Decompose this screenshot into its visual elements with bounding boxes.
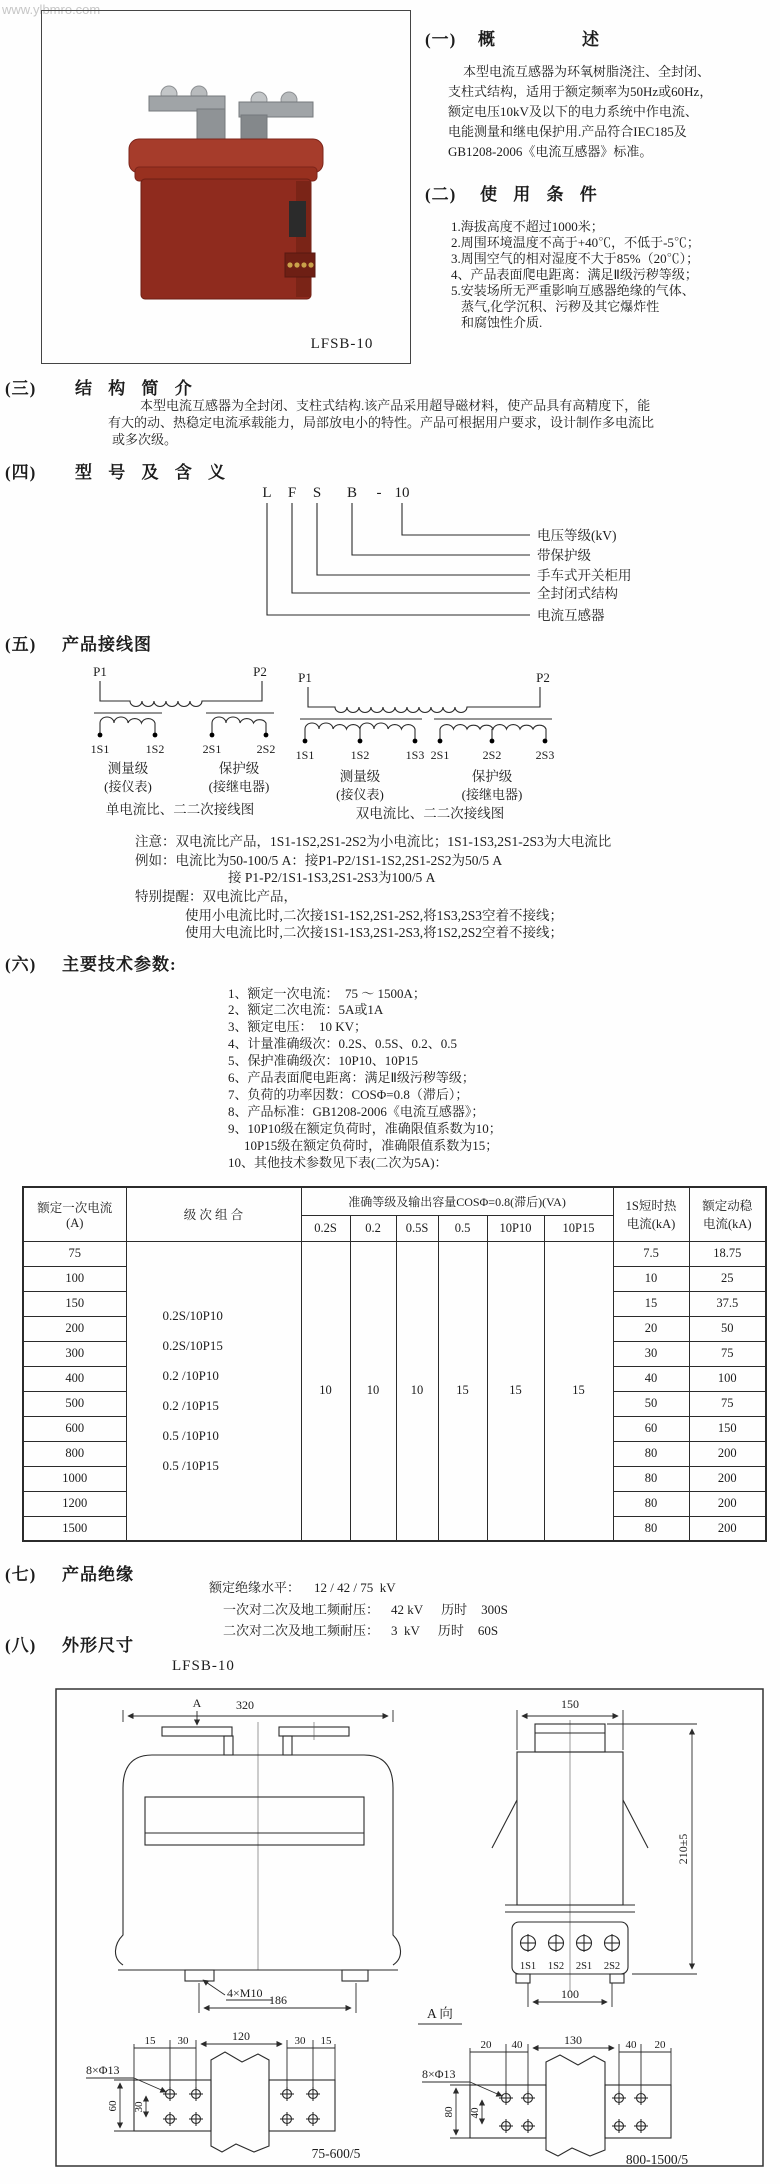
photo-caption: LFSB-10 <box>310 336 374 352</box>
secondary-winding <box>212 717 266 734</box>
secondary-winding-tapped <box>440 725 546 740</box>
spec-item: 1、额定一次电流： 75 ～ 1500A； <box>228 986 426 1001</box>
col-header-accuracy-va: 准确等级及输出容量COSΦ=0.8(滞后)(VA) <box>301 1187 613 1215</box>
plate-caption: 800-1500/5 <box>625 2152 689 2167</box>
cell-dynamic: 75 <box>689 1391 766 1416</box>
dual-ratio-diagram <box>296 670 555 821</box>
terminal-bracket <box>197 109 225 143</box>
secondary-terminal-label: 1S2 <box>547 1961 565 1972</box>
terminal-dot <box>490 739 495 744</box>
cell-thermal: 50 <box>613 1391 689 1416</box>
dim-label: 30 <box>294 2035 306 2047</box>
cell-class-combos: 0.2S/10P10 0.2S/10P15 0.2 /10P10 0.2 /10P15 0.5 /10P10 0.5 /10P15 <box>126 1241 301 1541</box>
diagram-caption: 单电流比、二二次接线图 <box>105 802 255 817</box>
cell-dynamic: 100 <box>689 1366 766 1391</box>
cell-dynamic: 75 <box>689 1341 766 1366</box>
model-letter: S <box>312 485 322 501</box>
secondary-terminal-label: 2S2 <box>482 748 502 762</box>
model-letter: B <box>346 485 358 501</box>
single-ratio-diagram <box>91 664 276 817</box>
structure-line: 有大的动、热稳定电流承载能力，局部放电小的特性。产品可根据用户要求，设计制作多电流比 <box>108 415 655 430</box>
sub-header: 0.5S <box>396 1215 438 1241</box>
winding-use-label: (接继电器) <box>208 779 270 794</box>
secondary-terminal-label: 2S1 <box>575 1961 593 1972</box>
cell-current: 100 <box>23 1266 126 1291</box>
winding-class-label: 测量级 <box>107 761 149 776</box>
spec-item: 4、计量准确级次：0.2S、0.5S、0.2、0.5 <box>228 1036 457 1051</box>
model-heading-num: (四) <box>5 463 37 482</box>
secondary-terminal-label: 1S2 <box>350 748 370 762</box>
primary-terminal-label: P2 <box>536 670 550 685</box>
structure-heading: 结 构 简 介 <box>75 379 198 398</box>
leader-line <box>470 2082 502 2096</box>
drawing-border <box>56 1689 763 2166</box>
plate-holes <box>499 2091 648 2133</box>
condition-item: 蒸气,化学沉积、污秽及其它爆炸性 <box>461 299 660 314</box>
model-letter: L <box>262 485 272 501</box>
dim-label: 80 <box>443 2106 455 2118</box>
terminal-dot <box>358 739 363 744</box>
secondary-terminal-label: 2S1 <box>430 748 450 762</box>
cell-thermal: 60 <box>613 1416 689 1441</box>
dim-label: 30 <box>133 2101 145 2113</box>
base-plate-small <box>86 2029 361 2161</box>
conditions-heading: 使 用 条 件 <box>480 185 603 204</box>
structure-line: 或多次级。 <box>112 432 178 447</box>
cell-va: 15 <box>487 1241 544 1541</box>
dim-label: 60 <box>107 2100 119 2112</box>
wiring-heading-num: (五) <box>5 635 37 654</box>
primary-terminal-label: P2 <box>253 664 267 679</box>
secondary-terminal-label: 1S1 <box>295 748 315 762</box>
cell-va: 10 <box>301 1241 350 1541</box>
wiring-heading: 产品接线图 <box>62 635 152 654</box>
cell-current: 300 <box>23 1341 126 1366</box>
cell-thermal: 30 <box>613 1341 689 1366</box>
cell-dynamic: 50 <box>689 1316 766 1341</box>
watermark: www.ylbmro.com <box>2 2 101 17</box>
terminal-dot <box>438 739 443 744</box>
dim-label: 40 <box>469 2107 481 2119</box>
skirt-line <box>623 1800 648 1848</box>
sub-header: 0.2S <box>301 1215 350 1241</box>
terminal-screw-icon <box>308 262 313 267</box>
plate-strip <box>269 2080 335 2131</box>
product-photo-illustration <box>42 11 410 363</box>
primary-winding <box>308 687 540 713</box>
cell-thermal: 20 <box>613 1316 689 1341</box>
cell-thermal: 10 <box>613 1266 689 1291</box>
dim-label-width: 320 <box>236 1698 254 1712</box>
cell-current: 75 <box>23 1241 126 1266</box>
product-photo-frame <box>41 10 411 364</box>
mounting-foot <box>342 1970 368 1981</box>
diagram-caption: 双电流比、二二次接线图 <box>355 806 505 821</box>
front-view <box>115 1696 400 2013</box>
dim-label: 15 <box>320 2035 332 2047</box>
structure-line: 本型电流互感器为全封闭、支柱式结构.该产品采用超导磁材料，使产品具有高精度下，能 <box>140 398 651 413</box>
leader-line <box>203 1980 225 1995</box>
dim-label: 40 <box>625 2039 637 2051</box>
plate-holes <box>163 2087 320 2126</box>
spec-item: 3、额定电压： 10 KV； <box>228 1019 368 1034</box>
designation-line <box>402 503 530 535</box>
cell-va: 15 <box>544 1241 613 1541</box>
dim-label-width: 150 <box>561 1697 579 1711</box>
spec-item: 7、负荷的功率因数：COSΦ=0.8（滞后）； <box>228 1087 469 1102</box>
cell-current: 400 <box>23 1366 126 1391</box>
cell-current: 200 <box>23 1316 126 1341</box>
terminal-dot <box>153 733 158 738</box>
plate-body-section <box>546 2055 605 2156</box>
a-view-label: A 向 <box>427 2006 453 2021</box>
wiring-note: 注意：双电流比产品，1S1-1S2,2S1-2S2为小电流比；1S1-1S3,2S1-2S3为大电流比 <box>135 834 612 849</box>
overview-heading: 概 述 <box>478 30 613 49</box>
overview-line: GB1208-2006《电流互感器》标准。 <box>448 144 653 159</box>
sub-header: 10P10 <box>487 1215 544 1241</box>
outline-drawing <box>55 1688 765 2168</box>
side-view <box>492 1697 697 2007</box>
dim-label-a: A <box>192 1696 202 1710</box>
secondary-terminal-label: 1S1 <box>90 742 110 756</box>
winding-class-label: 保护级 <box>471 769 513 784</box>
secondary-terminal-label: 1S3 <box>405 748 425 762</box>
dim-label-base: 186 <box>269 1993 287 2007</box>
spec-item: 5、保护准确级次：10P10、10P15 <box>228 1053 418 1068</box>
model-designation-diagram <box>0 460 780 635</box>
cell-current: 500 <box>23 1391 126 1416</box>
skirt-line <box>492 1800 517 1848</box>
parameters-table <box>22 1186 767 1542</box>
condition-item: 2.周围环境温度不高于+40℃，不低于-5℃； <box>451 235 700 250</box>
base-plate-large <box>422 2033 688 2167</box>
cell-current: 600 <box>23 1416 126 1441</box>
designation-label: 手车式开关柜用 <box>537 568 632 583</box>
dim-label: 130 <box>564 2033 582 2047</box>
terminal-hook <box>283 1736 292 1755</box>
conditions-heading-num: (二) <box>425 185 457 204</box>
primary-terminal-label: P1 <box>298 670 312 685</box>
mounting-foot <box>185 1970 214 1981</box>
primary-terminal-plate <box>162 1727 232 1736</box>
secondary-terminal-label: 2S1 <box>202 742 222 756</box>
wiring-note: 特别提醒：双电流比产品， <box>135 889 297 904</box>
wiring-note: 例如：电流比为50-100/5 A：接P1-P2/1S1-1S2,2S1-2S2为50/5 A <box>135 853 503 868</box>
terminal-screw-icon <box>301 262 306 267</box>
dim-label: 20 <box>654 2039 666 2051</box>
cell-dynamic: 200 <box>689 1441 766 1466</box>
cell-dynamic: 150 <box>689 1416 766 1441</box>
terminal-hook <box>224 1736 233 1755</box>
cell-thermal: 80 <box>613 1466 689 1491</box>
col-header-class-combo: 级 次 组 合 <box>126 1187 301 1241</box>
spec-item: 6、产品表面爬电距离：满足Ⅱ级污秽等级； <box>228 1070 475 1085</box>
sub-header: 10P15 <box>544 1215 613 1241</box>
wiring-note: 使用大电流比时,二次接1S1-1S3,2S1-2S3,将1S2,2S2空着不接线； <box>185 925 564 940</box>
plate-body-section <box>211 2052 269 2152</box>
cell-va: 10 <box>396 1241 438 1541</box>
cell-dynamic: 18.75 <box>689 1241 766 1266</box>
cell-thermal: 80 <box>613 1516 689 1541</box>
designation-line <box>292 503 530 593</box>
terminal-screw-icon <box>294 262 299 267</box>
bolt-spec-label: 4×M10 <box>227 1986 263 2000</box>
secondary-terminal-label: 1S1 <box>519 1961 537 1972</box>
designation-line <box>267 503 530 615</box>
wiring-diagrams <box>0 650 780 825</box>
winding-class-label: 保护级 <box>218 761 260 776</box>
cell-current: 1000 <box>23 1466 126 1491</box>
terminal-dot <box>98 733 103 738</box>
spec-item: 10P15级在额定负荷时，准确限值系数为15； <box>244 1138 499 1153</box>
secondary-terminal-label: 2S2 <box>603 1961 621 1972</box>
designation-label: 带保护级 <box>537 548 591 563</box>
col-header-dynamic: 额定动稳 电流(kA) <box>689 1187 766 1241</box>
cell-dynamic: 37.5 <box>689 1291 766 1316</box>
insulation-heading: 产品绝缘 <box>62 1565 134 1584</box>
secondary-terminal-label: 2S2 <box>256 742 276 756</box>
wiring-note: 使用小电流比时,二次接1S1-1S2,2S1-2S2,将1S3,2S3空着不接线； <box>185 908 564 923</box>
spec-item: 10、其他技术参数见下表(二次为5A)： <box>228 1155 448 1170</box>
hole-spec-label: 8×Φ13 <box>86 2063 120 2077</box>
cell-thermal: 40 <box>613 1366 689 1391</box>
winding-use-label: (接继电器) <box>461 787 523 802</box>
designation-line <box>352 503 530 555</box>
plate-caption: 75-600/5 <box>311 2146 361 2161</box>
designation-label: 电压等级(kV) <box>537 528 617 543</box>
cell-dynamic: 200 <box>689 1466 766 1491</box>
secondary-winding-tapped <box>305 723 415 740</box>
wiring-note: 接 P1-P2/1S1-1S3,2S1-2S3为100/5 A <box>228 870 436 885</box>
insulation-line: 一次对二次及地工频耐压： 42 kV 历时 300S <box>223 1602 508 1617</box>
condition-item: 和腐蚀性介质. <box>461 315 543 330</box>
insulation-line: 额定绝缘水平： 12 / 42 / 75 kV <box>209 1580 396 1595</box>
sub-header: 0.5 <box>438 1215 487 1241</box>
terminal-dot <box>210 733 215 738</box>
cell-current: 1500 <box>23 1516 126 1541</box>
winding-use-label: (接仪表) <box>336 787 384 802</box>
secondary-winding <box>100 717 155 734</box>
cell-va: 15 <box>438 1241 487 1541</box>
model-letter: - <box>376 485 382 501</box>
winding-class-label: 测量级 <box>339 769 381 784</box>
overview-line: 电能测量和继电保护用.产品符合IEC185及 <box>448 124 687 139</box>
sub-header: 0.2 <box>350 1215 396 1241</box>
outline-model-label: LFSB-10 <box>172 1658 235 1674</box>
cell-current: 800 <box>23 1441 126 1466</box>
ct-body <box>141 179 311 299</box>
col-header-primary-current: 额定一次电流 (A) <box>23 1187 126 1241</box>
col-header-thermal: 1S短时热 电流(kA) <box>613 1187 689 1241</box>
primary-terminal-label: P1 <box>93 664 107 679</box>
condition-item: 3.周围空气的相对湿度不大于85%（20℃）； <box>451 251 700 266</box>
terminal-dot <box>543 739 548 744</box>
secondary-terminal-label: 1S2 <box>145 742 165 756</box>
spec-item: 2、额定二次电流：5A或1A <box>228 1002 384 1017</box>
ct-body-shade <box>296 181 311 297</box>
specs-heading: 主要技术参数: <box>62 955 177 974</box>
terminal-screw-icon <box>287 262 292 267</box>
terminal-dot <box>413 739 418 744</box>
primary-winding <box>100 681 262 707</box>
model-letter: F <box>287 485 297 501</box>
cell-dynamic: 200 <box>689 1516 766 1541</box>
cell-current: 150 <box>23 1291 126 1316</box>
body-band <box>145 1797 364 1845</box>
cell-current: 1200 <box>23 1491 126 1516</box>
designation-label: 全封闭式结构 <box>537 586 618 601</box>
secondary-terminal-label: 2S3 <box>535 748 555 762</box>
condition-item: 5.安装场所无严重影响互感器绝缘的气体、 <box>451 283 695 298</box>
dim-label: 20 <box>480 2039 492 2051</box>
mounting-foot <box>516 1974 530 1983</box>
terminal-dot <box>264 733 269 738</box>
cell-thermal: 15 <box>613 1291 689 1316</box>
model-letter: 10 <box>394 485 410 501</box>
spec-item: 9、10P10级在额定负荷时，准确限值系数为10； <box>228 1121 502 1136</box>
mounting-foot <box>610 1974 624 1983</box>
outline-heading-num: (八) <box>5 1636 37 1655</box>
designation-line <box>317 503 530 575</box>
designation-label: 电流互感器 <box>537 608 605 623</box>
condition-item: 4、产品表面爬电距离：满足Ⅱ级污秽等级； <box>451 267 698 282</box>
cell-va: 10 <box>350 1241 396 1541</box>
model-heading: 型 号 及 含 义 <box>75 463 231 482</box>
cell-thermal: 7.5 <box>613 1241 689 1266</box>
cell-dynamic: 200 <box>689 1491 766 1516</box>
dim-label-height: 210±5 <box>676 1833 690 1865</box>
outline-heading: 外形尺寸 <box>62 1636 134 1655</box>
cell-thermal: 80 <box>613 1491 689 1516</box>
specs-heading-num: (六) <box>5 955 37 974</box>
cell-thermal: 80 <box>613 1441 689 1466</box>
dim-label: 15 <box>144 2035 156 2047</box>
structure-heading-num: (三) <box>5 379 37 398</box>
dim-label-base: 100 <box>561 1987 579 2001</box>
dim-label: 30 <box>177 2035 189 2047</box>
dim-label: 120 <box>232 2029 250 2043</box>
hole-spec-label: 8×Φ13 <box>422 2067 456 2081</box>
spec-item: 8、产品标准：GB1208-2006《电流互感器》； <box>228 1104 485 1119</box>
condition-item: 1.海拔高度不超过1000米； <box>451 219 604 234</box>
insulation-heading-num: (七) <box>5 1565 37 1584</box>
insulation-line: 二次对二次及地工频耐压： 3 kV 历时 60S <box>223 1623 499 1638</box>
cell-dynamic: 25 <box>689 1266 766 1291</box>
overview-line: 支柱式结构，适用于额定频率为50Hz或60Hz， <box>448 84 713 99</box>
overview-heading-num: (一) <box>425 30 457 49</box>
nameplate <box>289 201 306 237</box>
winding-use-label: (接仪表) <box>104 779 152 794</box>
terminal-dot <box>303 739 308 744</box>
overview-line: 额定电压10kV及以下的电力系统中作电流、 <box>448 104 698 119</box>
dim-label: 40 <box>511 2039 523 2051</box>
overview-line: 本型电流互感器为环氧树脂浇注、全封闭、 <box>463 64 711 79</box>
